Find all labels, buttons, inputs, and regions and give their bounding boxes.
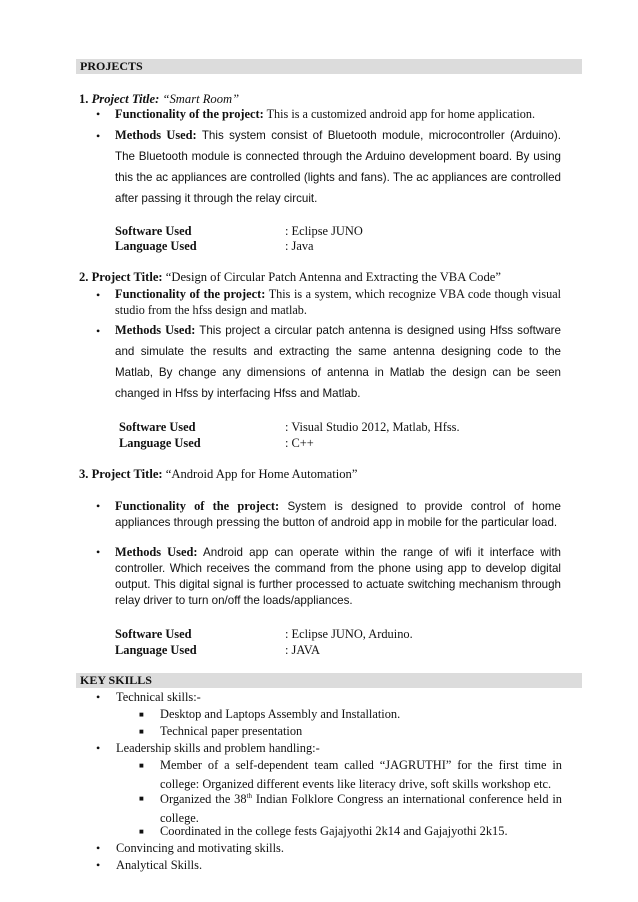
square-bullet-icon: ■ — [139, 727, 144, 736]
project-3-language-value: : JAVA — [285, 643, 321, 657]
project-1-software-label: Software Used — [115, 224, 192, 238]
bullet-icon: • — [96, 858, 101, 872]
project-2-title: 2. Project Title: “Design of Circular Patch Antenna and Extracting the VBA Code” — [79, 270, 501, 284]
skill-leadership: Leadership skills and problem handling:- — [116, 741, 320, 755]
project-1-language-value: : Java — [285, 239, 314, 253]
skill-technical: Technical skills:- — [116, 690, 201, 704]
project-1-title: 1. Project Title: “Smart Room” — [79, 92, 240, 106]
project-1-methods: Methods Used: This system consist of Bluetooth module, microcontroller (Arduino). The Bluetooth module is connected through the Arduino development board. By using this the ac appliances are controlled (lights and fans). The ac appliances are controlled after passing it through the relay circuit. — [115, 128, 561, 205]
bullet-icon: • — [96, 288, 101, 302]
project-2-software-value: : Visual Studio 2012, Matlab, Hfss. — [285, 420, 460, 434]
bullet-icon: • — [96, 324, 101, 338]
project-1-software-value: : Eclipse JUNO — [285, 224, 363, 238]
square-bullet-icon: ■ — [139, 761, 144, 770]
project-2-functionality: Functionality of the project: This is a system, which recognize VBA code though visual studio from the hfss design and matlab. — [115, 287, 561, 317]
bullet-icon: • — [96, 107, 101, 121]
skill-technical-sub-2: Technical paper presentation — [160, 724, 303, 738]
project-3-software-label: Software Used — [115, 627, 192, 641]
project-3-software-value: : Eclipse JUNO, Arduino. — [285, 627, 413, 641]
square-bullet-icon: ■ — [139, 710, 144, 719]
skill-analytical: Analytical Skills. — [116, 858, 203, 872]
skill-technical-sub-1: Desktop and Laptops Assembly and Installation. — [160, 707, 401, 721]
bullet-icon: • — [96, 129, 101, 143]
bullet-icon: • — [96, 741, 101, 755]
projects-heading: PROJECTS — [76, 59, 582, 74]
skill-leadership-sub-1: Member of a self-dependent team called “JAGRUTHI” for the first time in college: Organized different events like literacy drive, soft skills workshop etc. — [160, 758, 562, 791]
square-bullet-icon: ■ — [139, 827, 144, 836]
bullet-icon: • — [96, 690, 101, 704]
project-2-language-value: : C++ — [285, 436, 314, 450]
project-2-software-label: Software Used — [119, 420, 196, 434]
bullet-icon: • — [96, 841, 101, 855]
bullet-icon: • — [96, 545, 101, 559]
project-2-language-label: Language Used — [119, 436, 201, 450]
project-3-title: 3. Project Title: “Android App for Home Automation” — [79, 467, 358, 481]
skill-convincing: Convincing and motivating skills. — [116, 841, 284, 855]
project-1-functionality: Functionality of the project: This is a customized android app for home application. — [115, 107, 536, 121]
square-bullet-icon: ■ — [139, 794, 144, 803]
bullet-icon: • — [96, 499, 101, 513]
project-2-methods: Methods Used: This project a circular patch antenna is designed using Hfss software and simulate the results and extracting the same antenna designing code to the Matlab, By change any dimensions of antenna in Matlab the design can be seen changed in Hfss by interfacing Hfss and Matlab. — [115, 323, 561, 400]
project-3-methods: Methods Used: Android app can operate within the range of wifi it interface with controller. Which receives the command from the phone using app to develop digital output. This digital signal is further processed to actuate switching mechanism through relay driver to turn on/off the loads/appliances. — [115, 545, 561, 607]
key-skills-heading: KEY SKILLS — [76, 673, 582, 688]
project-1-language-label: Language Used — [115, 239, 197, 253]
project-3-language-label: Language Used — [115, 643, 197, 657]
skill-leadership-sub-3: Coordinated in the college fests Gajajyothi 2k14 and Gajajyothi 2k15. — [160, 824, 508, 838]
project-3-functionality: Functionality of the project: System is designed to provide control of home appliances through pressing the button of android app in mobile for the particular load. — [115, 499, 562, 529]
skill-leadership-sub-2: Organized the 38th Indian Folklore Congress an international conference held in college. — [160, 792, 562, 826]
